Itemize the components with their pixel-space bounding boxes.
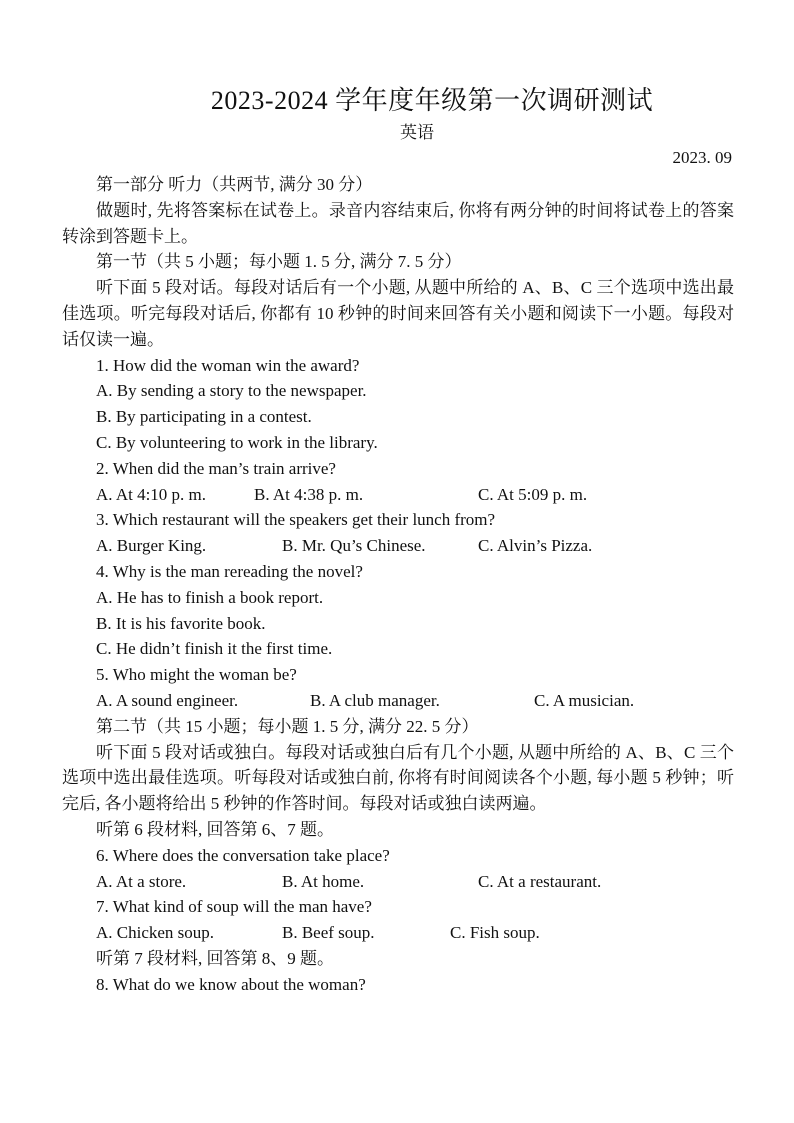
q3-option-a: A. Burger King. — [96, 536, 207, 556]
material-6-instruction: 听第 6 段材料, 回答第 6、7 题。 — [96, 819, 334, 839]
section2-instruction: 听下面 5 段对话或独白。每段对话或独白后有几个小题, 从题中所给的 A、B、C 三个选项中选出最佳选项。听每段对话或独白前, 你将有时间阅读各个小题, 每小题 5 秒钟；听完后, 各小题将给出 5 秒钟的作答时间。每段对话或独白读两遍。 — [62, 742, 734, 814]
q5-option-b: B. A club manager. — [310, 690, 440, 710]
q7-options — [62, 920, 734, 946]
subject-label: 英语 — [400, 123, 434, 142]
q1-option-c: C. By volunteering to work in the library. — [96, 432, 378, 452]
q4-option-a: A. He has to finish a book report. — [96, 587, 324, 607]
q6-options — [62, 869, 734, 895]
q5-options — [62, 688, 734, 714]
q6-option-b: B. At home. — [282, 871, 365, 891]
section1-instruction: 听下面 5 段对话。每段对话后有一个小题, 从题中所给的 A、B、C 三个选项中选出最佳选项。听完每段对话后, 你都有 10 秒钟的时间来回答有关小题和阅读下一小题。每段对话仅读一遍。 — [62, 278, 734, 349]
exam-title: 2023-2024 学年度年级第一次调研测试 — [210, 86, 654, 115]
q7-option-c: C. Fish soup. — [450, 923, 540, 943]
q2-option-b: B. At 4:38 p. m. — [254, 484, 364, 504]
q2-option-c: C. At 5:09 p. m. — [478, 484, 588, 504]
q5-option-c: C. A musician. — [534, 690, 635, 710]
section1-heading: 第一节（共 5 小题；每小题 1. 5 分, 满分 7. 5 分） — [96, 252, 462, 272]
q6-option-a: A. At a store. — [96, 871, 187, 891]
q6-option-c: C. At a restaurant. — [478, 871, 602, 891]
q4-option-b: B. It is his favorite book. — [96, 613, 266, 633]
q1-option-b: B. By participating in a contest. — [96, 407, 312, 427]
question-6: 6. Where does the conversation take place? — [96, 845, 390, 865]
q5-option-a: A. A sound engineer. — [96, 690, 239, 710]
q2-options — [62, 482, 734, 508]
part1-heading: 第一部分 听力（共两节, 满分 30 分） — [96, 175, 373, 194]
material-7-instruction: 听第 7 段材料, 回答第 8、9 题。 — [96, 948, 334, 968]
q3-option-c: C. Alvin’s Pizza. — [478, 536, 593, 556]
q7-option-b: B. Beef soup. — [282, 923, 375, 943]
exam-body — [62, 172, 734, 998]
question-4: 4. Why is the man rereading the novel? — [96, 561, 363, 581]
question-2: 2. When did the man’s train arrive? — [96, 458, 336, 478]
question-7: 7. What kind of soup will the man have? — [96, 897, 372, 917]
q3-options — [62, 533, 734, 559]
part1-instruction: 做题时, 先将答案标在试卷上。录音内容结束后, 你将有两分钟的时间将试卷上的答案转涂到答题卡上。 — [62, 200, 734, 246]
q2-option-a: A. At 4:10 p. m. — [96, 484, 207, 504]
question-8: 8. What do we know about the woman? — [96, 974, 366, 994]
q4-option-c: C. He didn’t finish it the first time. — [96, 639, 333, 659]
question-1: 1. How did the woman win the award? — [96, 355, 360, 375]
section2-heading: 第二节（共 15 小题；每小题 1. 5 分, 满分 22. 5 分） — [96, 716, 479, 736]
q3-option-b: B. Mr. Qu’s Chinese. — [282, 536, 426, 556]
exam-date: 2023. 09 — [672, 148, 732, 167]
q7-option-a: A. Chicken soup. — [96, 923, 215, 943]
question-5: 5. Who might the woman be? — [96, 665, 297, 685]
question-3: 3. Which restaurant will the speakers get their lunch from? — [96, 510, 496, 530]
q1-option-a: A. By sending a story to the newspaper. — [96, 381, 367, 401]
